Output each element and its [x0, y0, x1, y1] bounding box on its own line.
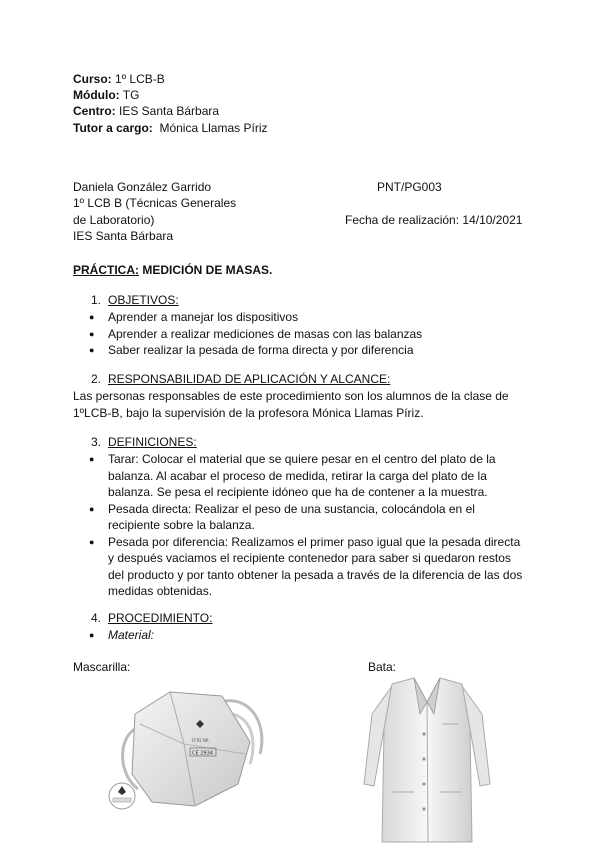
section-definiciones — [73, 434, 543, 600]
objetivos-list — [73, 309, 533, 359]
definition-line: del producto y por tanto obtener la pesada a través de la diferencia de las dos — [108, 567, 523, 582]
author-name: Daniela González Garrido — [73, 180, 212, 194]
section-procedimiento — [73, 610, 533, 644]
definition-line: recipiente sobre la balanza. — [108, 518, 255, 532]
list-item: ● Aprender a manejar los dispositivos — [73, 309, 533, 326]
section-number: 1. — [91, 293, 102, 307]
centro-value: IES Santa Bárbara — [115, 104, 220, 118]
bata-label: Bata: — [368, 660, 397, 674]
mascarilla-label: Mascarilla: — [73, 660, 131, 674]
header-centro — [73, 103, 219, 119]
section-heading — [73, 434, 543, 451]
section-title: PROCEDIMIENTO: — [108, 611, 213, 625]
author-course-line1: 1º LCB B (Técnicas Generales — [73, 196, 237, 210]
author-school: IES Santa Bárbara — [73, 229, 174, 243]
paragraph-line: 1ºLCB-B, bajo la supervisión de la profesora Mónica Llamas Píriz. — [73, 405, 424, 420]
curso-value: 1º LCB-B — [111, 72, 165, 86]
list-item — [73, 627, 533, 644]
document-code: PNT/PG003 — [377, 180, 442, 194]
practice-name: MEDICIÓN DE MASAS. — [139, 263, 273, 277]
definition-line: y después vaciamos el recipiente contenedor para saber si quedaron restos — [108, 551, 511, 565]
section-heading — [73, 371, 533, 388]
section-heading — [73, 292, 533, 309]
mask-image — [100, 684, 270, 814]
section-number: 2. — [91, 372, 102, 386]
section-objetivos — [73, 292, 533, 359]
definition-pesada-directa — [73, 501, 543, 534]
practice-title — [73, 262, 272, 278]
definition-tarar — [73, 451, 543, 501]
section-title: DEFINICIONES: — [108, 435, 197, 449]
section-number: 3. — [91, 435, 102, 449]
tutor-value: Mónica Llamas Píriz — [152, 121, 268, 135]
procedimiento-list — [73, 627, 533, 644]
definition-line: ● Pesada directa: Realizar el peso de una sustancia, colocándola en el — [108, 501, 475, 516]
mask-print: FFP2 NR — [192, 738, 209, 743]
modulo-value: TG — [119, 88, 140, 102]
definition-line: balanza. Al acabar el proceso de medida, retirar la carga del plato de la — [108, 468, 487, 483]
lab-coat-image — [362, 674, 492, 844]
list-item: ● Saber realizar la pesada de forma directa y por diferencia — [73, 342, 533, 359]
definition-pesada-diferencia — [73, 534, 543, 600]
practice-label: PRÁCTICA: — [73, 263, 139, 277]
definition-line: medidas obtenidas. — [108, 584, 213, 598]
list-item: ● Aprender a realizar mediciones de masas con las balanzas — [73, 326, 533, 343]
lab-coat-icon — [362, 674, 492, 844]
author-course-line2: de Laboratorio) — [73, 213, 155, 227]
header-tutor — [73, 120, 267, 136]
tutor-label: Tutor a cargo: — [73, 121, 153, 135]
header-curso — [73, 71, 165, 87]
definiciones-list — [73, 451, 543, 600]
definition-line: ● Pesada por diferencia: Realizamos el primer paso igual que la pesada directa — [108, 534, 521, 549]
modulo-label: Módulo: — [73, 88, 120, 102]
section-responsabilidad — [73, 371, 533, 421]
section-title: OBJETIVOS: — [108, 293, 179, 307]
section-number: 4. — [91, 611, 102, 625]
mask-icon — [100, 684, 270, 814]
curso-label: Curso: — [73, 72, 112, 86]
definition-line: ● Tarar: Colocar el material que se quiere pesar en el centro del plato de la — [108, 452, 496, 466]
material-label: Material: — [108, 628, 155, 642]
date: Fecha de realización: 14/10/2021 — [345, 213, 523, 227]
section-title: RESPONSABILIDAD DE APLICACIÓN Y ALCANCE: — [108, 372, 391, 386]
definition-line: balanza. Se pesa el recipiente idóneo que ha de contener a la muestra. — [108, 485, 488, 499]
header-modulo — [73, 87, 139, 103]
centro-label: Centro: — [73, 104, 116, 118]
mask-code: CE 2934 — [192, 750, 213, 757]
section-heading — [73, 610, 533, 627]
paragraph-line: Las personas responsables de este procedimiento son los alumnos de la clase de — [73, 389, 509, 403]
